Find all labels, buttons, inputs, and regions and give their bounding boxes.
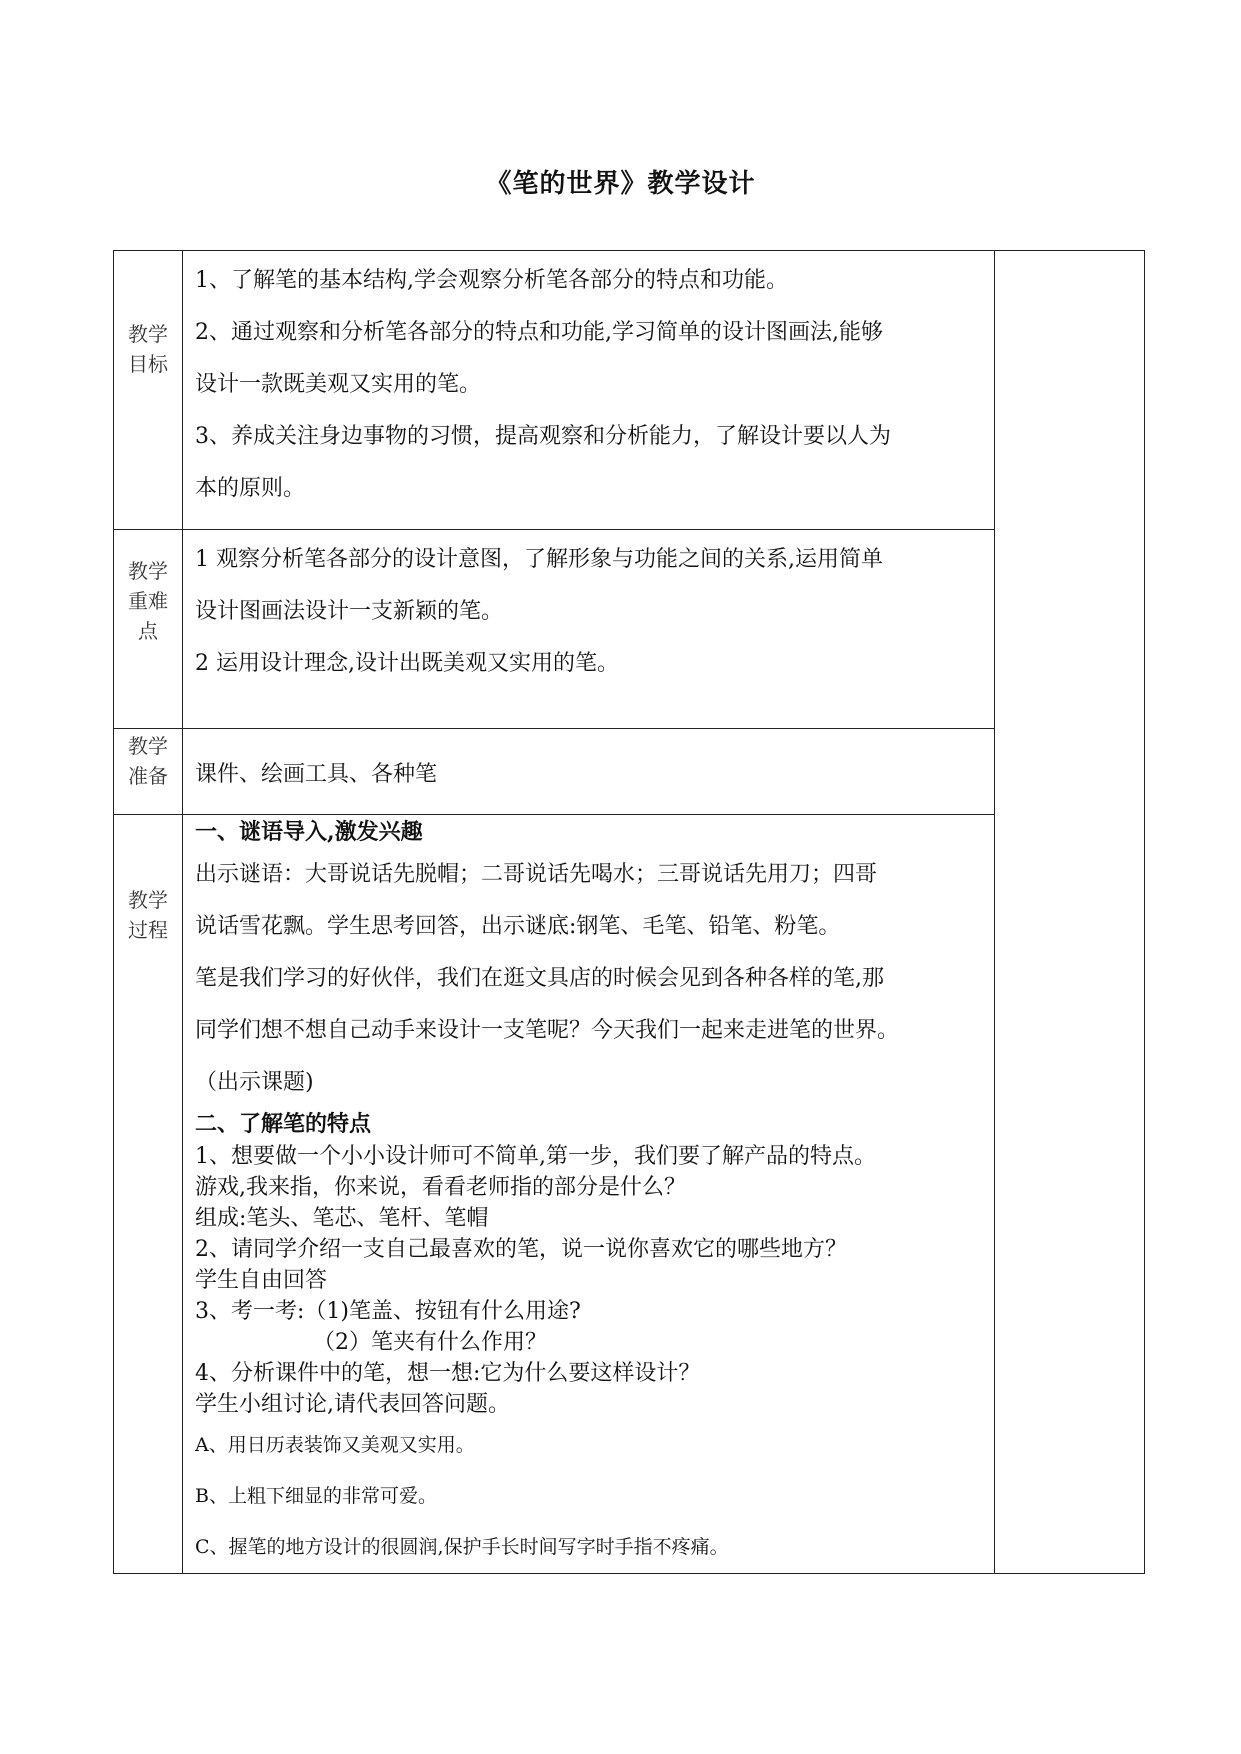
content-cell-process bbox=[183, 815, 995, 1574]
row-goals bbox=[114, 251, 1145, 530]
goals-text bbox=[183, 251, 994, 515]
goal-line: 1、了解笔的基本结构,学会观察分析笔各部分的特点和功能。 bbox=[195, 268, 788, 293]
section-heading-1: 一、谜语导入,激发兴趣 bbox=[195, 819, 423, 845]
notes-column bbox=[995, 251, 1145, 1574]
label-cell-key-points bbox=[114, 530, 183, 729]
content-cell-goals bbox=[183, 251, 995, 530]
row-preparation bbox=[114, 729, 1145, 815]
process-text bbox=[183, 815, 994, 1573]
label-cell-goals bbox=[114, 251, 183, 530]
label-cell-preparation bbox=[114, 729, 183, 815]
preparation-text: 课件、绘画工具、各种笔 bbox=[195, 762, 438, 787]
lesson-plan-table bbox=[113, 250, 1145, 1574]
process-line: 笔是我们学习的好伙伴，我们在逛文具店的时候会见到各种各样的笔,那 bbox=[195, 966, 884, 991]
key-points-text bbox=[183, 530, 994, 690]
section-2-body bbox=[195, 1141, 984, 1420]
row-label-goals: 教学 目标 bbox=[128, 322, 168, 376]
content-cell-preparation bbox=[183, 729, 995, 815]
answer-item: C、握笔的地方设计的很圆润,保护手长时间写字时手指不疼痛。 bbox=[195, 1536, 729, 1558]
document-title: 《笔的世界》教学设计 bbox=[485, 169, 756, 199]
section-1-body bbox=[195, 849, 984, 1109]
process-line: （出示课题) bbox=[195, 1070, 314, 1095]
process-line: 说话雪花飘。学生思考回答，出示谜底:钢笔、毛笔、铅笔、粉笔。 bbox=[195, 914, 841, 939]
label-cell-process bbox=[114, 815, 183, 1574]
goal-line: 3、养成关注身边事物的习惯，提高观察和分析能力，了解设计要以人为 bbox=[195, 424, 891, 449]
answer-item: A、用日历表装饰又美观又实用。 bbox=[195, 1434, 475, 1456]
key-point-line: 设计图画法设计一支新颖的笔。 bbox=[195, 599, 504, 624]
goal-line: 2、通过观察和分析笔各部分的特点和功能,学习简单的设计图画法,能够 bbox=[195, 320, 883, 345]
row-label-process: 教学 过程 bbox=[128, 888, 168, 942]
process-line: 学生自由回答 bbox=[195, 1268, 328, 1293]
answer-list bbox=[195, 1420, 984, 1573]
goal-line: 设计一款既美观又实用的笔。 bbox=[195, 372, 482, 397]
answer-item: B、上粗下细显的非常可爱。 bbox=[195, 1485, 437, 1507]
process-line: 组成:笔头、笔芯、笔杆、笔帽 bbox=[195, 1206, 489, 1231]
row-process bbox=[114, 815, 1145, 1574]
process-line: 1、想要做一个小小设计师可不简单,第一步，我们要了解产品的特点。 bbox=[195, 1144, 876, 1169]
process-line: 2、请同学介绍一支自己最喜欢的笔，说一说你喜欢它的哪些地方？ bbox=[195, 1237, 847, 1262]
process-line: 游戏,我来指，你来说，看看老师指的部分是什么？ bbox=[195, 1175, 686, 1200]
process-line: 同学们想不想自己动手来设计一支笔呢？今天我们一起来走进笔的世界。 bbox=[195, 1018, 900, 1043]
section-heading-2: 二、了解笔的特点 bbox=[195, 1111, 372, 1137]
process-line: 3、考一考:（1)笔盖、按钮有什么用途? bbox=[195, 1299, 581, 1324]
goal-line: 本的原则。 bbox=[195, 476, 306, 501]
process-line: 学生小组讨论,请代表回答问题。 bbox=[195, 1392, 510, 1417]
row-label-preparation: 教学 准备 bbox=[128, 734, 168, 788]
key-point-line: 1 观察分析笔各部分的设计意图，了解形象与功能之间的关系,运用简单 bbox=[195, 547, 883, 572]
key-point-line: 2 运用设计理念,设计出既美观又实用的笔。 bbox=[195, 651, 619, 676]
row-key-points bbox=[114, 530, 1145, 729]
row-label-key-points: 教学 重难 点 bbox=[128, 559, 168, 643]
content-cell-key-points bbox=[183, 530, 995, 729]
process-line: 4、分析课件中的笔，想一想:它为什么要这样设计？ bbox=[195, 1361, 701, 1386]
process-line: 出示谜语：大哥说话先脱帽；二哥说话先喝水；三哥说话先用刀；四哥 bbox=[195, 862, 878, 887]
process-line: （2）笔夹有什么作用？ bbox=[313, 1330, 547, 1355]
